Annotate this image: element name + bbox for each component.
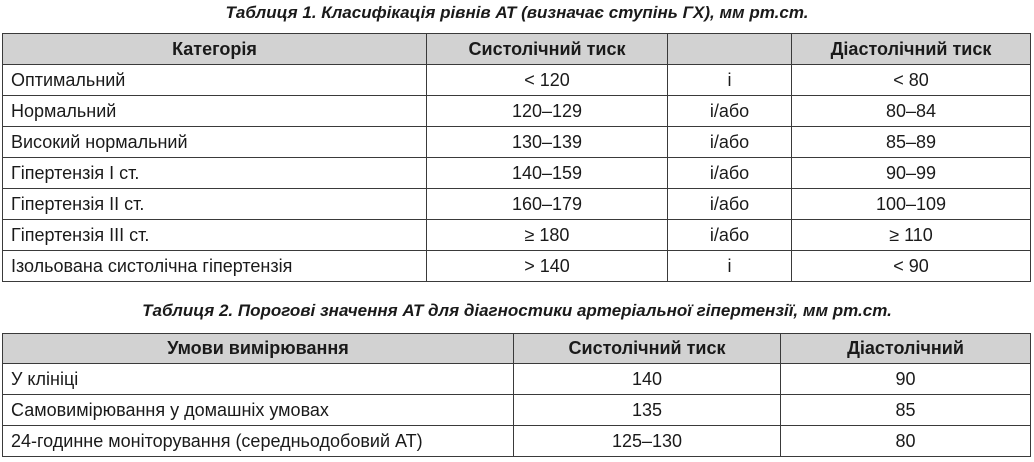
- table-row: [3, 158, 1031, 189]
- table-row: [3, 364, 1031, 395]
- table-row: [3, 127, 1031, 158]
- header-category: Категорія: [3, 34, 427, 65]
- diastolic-cell: 85: [781, 395, 1031, 426]
- header-measurement-conditions: Умови вимірювання: [3, 334, 514, 364]
- header-diastolic: Діастолічний тиск: [792, 34, 1031, 65]
- diastolic-cell: 90–99: [792, 158, 1031, 189]
- systolic-cell: 135: [514, 395, 781, 426]
- conditions-cell: Самовимірювання у домашніх умовах: [3, 395, 514, 426]
- header-systolic: Систолічний тиск: [427, 34, 668, 65]
- diastolic-cell: < 90: [792, 251, 1031, 282]
- header-diastolic: Діастолічний: [781, 334, 1031, 364]
- category-cell: Гіпертензія II ст.: [3, 189, 427, 220]
- conditions-cell: У клініці: [3, 364, 514, 395]
- table-header-row: [3, 34, 1031, 65]
- systolic-cell: ≥ 180: [427, 220, 668, 251]
- table-row: [3, 426, 1031, 457]
- conjunction-cell: і/або: [668, 96, 792, 127]
- systolic-cell: > 140: [427, 251, 668, 282]
- header-conjunction: [668, 34, 792, 65]
- table-row: [3, 65, 1031, 96]
- conjunction-cell: і: [668, 251, 792, 282]
- conditions-cell: 24-годинне моніторування (середньодобовий АТ): [3, 426, 514, 457]
- bp-classification-table: [2, 33, 1031, 282]
- conjunction-cell: і/або: [668, 158, 792, 189]
- table2-caption: Таблиця 2. Порогові значення АТ для діагностики артеріальної гіпертензії, мм рт.ст.: [142, 301, 892, 320]
- systolic-cell: < 120: [427, 65, 668, 96]
- category-cell: Гіпертензія III ст.: [3, 220, 427, 251]
- conjunction-cell: і/або: [668, 127, 792, 158]
- systolic-cell: 130–139: [427, 127, 668, 158]
- table-row: [3, 395, 1031, 426]
- diastolic-cell: < 80: [792, 65, 1031, 96]
- systolic-cell: 140–159: [427, 158, 668, 189]
- systolic-cell: 140: [514, 364, 781, 395]
- table-row: [3, 189, 1031, 220]
- conjunction-cell: і: [668, 65, 792, 96]
- conjunction-cell: і/або: [668, 189, 792, 220]
- diastolic-cell: 80: [781, 426, 1031, 457]
- category-cell: Ізольована систолічна гіпертензія: [3, 251, 427, 282]
- systolic-cell: 120–129: [427, 96, 668, 127]
- conjunction-cell: і/або: [668, 220, 792, 251]
- table-row: [3, 96, 1031, 127]
- bp-thresholds-table: [2, 333, 1031, 457]
- diastolic-cell: ≥ 110: [792, 220, 1031, 251]
- systolic-cell: 160–179: [427, 189, 668, 220]
- category-cell: Оптимальний: [3, 65, 427, 96]
- table-header-row: [3, 334, 1031, 364]
- diastolic-cell: 90: [781, 364, 1031, 395]
- category-cell: Високий нормальний: [3, 127, 427, 158]
- category-cell: Гіпертензія I ст.: [3, 158, 427, 189]
- systolic-cell: 125–130: [514, 426, 781, 457]
- diastolic-cell: 85–89: [792, 127, 1031, 158]
- diastolic-cell: 100–109: [792, 189, 1031, 220]
- category-cell: Нормальний: [3, 96, 427, 127]
- table-row: [3, 251, 1031, 282]
- header-systolic: Систолічний тиск: [514, 334, 781, 364]
- diastolic-cell: 80–84: [792, 96, 1031, 127]
- table-row: [3, 220, 1031, 251]
- table1-caption: Таблиця 1. Класифікація рівнів АТ (визначає ступінь ГХ), мм рт.ст.: [225, 3, 809, 22]
